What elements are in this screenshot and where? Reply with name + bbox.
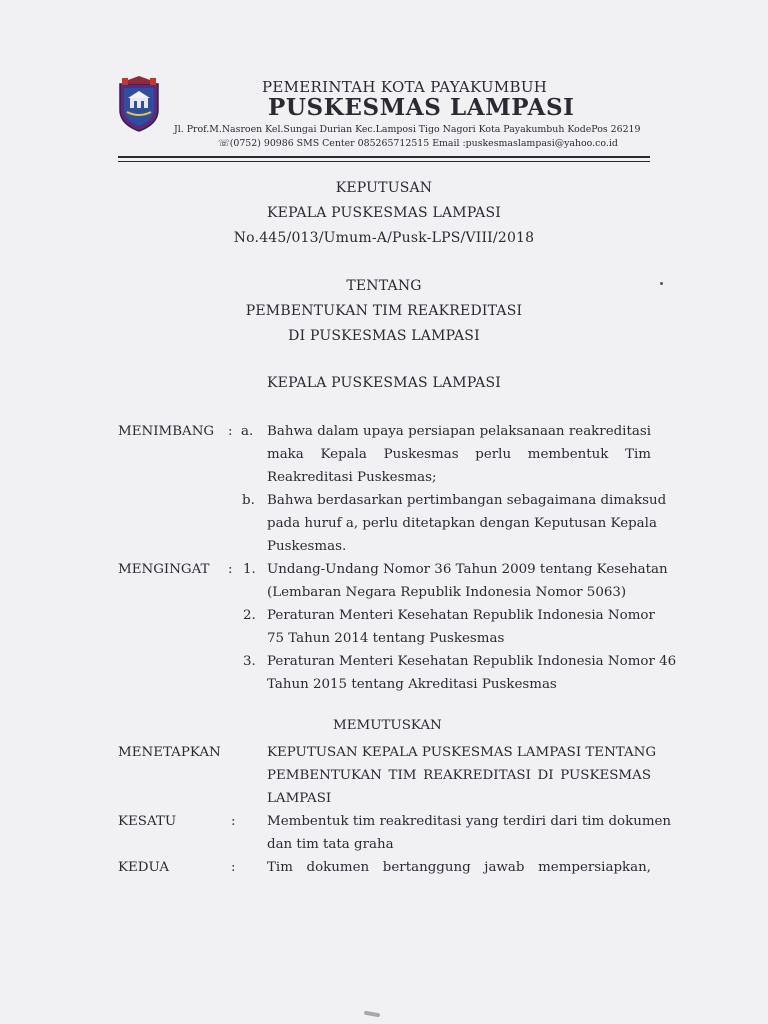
section-label-menimbang: MENIMBANG bbox=[118, 424, 215, 439]
item-marker: a. bbox=[241, 424, 254, 439]
item-text-line: Reakreditasi Puskesmas; bbox=[267, 470, 437, 485]
item-marker: 3. bbox=[243, 654, 256, 669]
item-text-line: Bahwa berdasarkan pertimbangan sebagaimana dimaksud bbox=[267, 493, 667, 508]
letterhead-divider bbox=[118, 156, 650, 158]
decree-subject: PEMBENTUKAN TIM REAKREDITASI bbox=[245, 303, 523, 319]
item-text-line: (Lembaran Negara Republik Indonesia Nomor 5063) bbox=[267, 585, 627, 600]
address-line: Jl. Prof.M.Nasroen Kel.Sungai Durian Kec.Lamposi Tigo Nagori Kota Payakumbuh KodePos 26219 bbox=[174, 124, 641, 135]
item-text-line: 75 Tahun 2014 tentang Puskesmas bbox=[267, 631, 505, 646]
item-text-line: pada huruf a, perlu ditetapkan dengan Keputusan Kepala bbox=[267, 516, 657, 531]
item-text-line: Bahwa dalam upaya persiapan pelaksanaan reakreditasi bbox=[267, 424, 651, 439]
government-name: PEMERINTAH KOTA PAYAKUMBUH bbox=[262, 78, 548, 96]
item-marker: 1. bbox=[243, 562, 256, 577]
section-colon: : bbox=[231, 860, 236, 875]
speck bbox=[660, 282, 663, 285]
item-text-line: Tahun 2015 tentang Akreditasi Puskesmas bbox=[267, 677, 557, 692]
section-label-mengingat: MENGINGAT bbox=[118, 562, 210, 577]
item-text-line: Puskesmas. bbox=[267, 539, 347, 554]
decree-number: No.445/013/Umum-A/Pusk-LPS/VIII/2018 bbox=[233, 230, 535, 246]
memutuskan-heading: MEMUTUSKAN bbox=[333, 718, 442, 733]
scan-mark bbox=[364, 1011, 380, 1018]
ruling-text-line: Membentuk tim reakreditasi yang terdiri dari tim dokumen bbox=[267, 814, 672, 829]
contact-line: ☏(0752) 90986 SMS Center 085265712515 Email :puskesmaslampasi@yahoo.co.id bbox=[218, 138, 618, 149]
item-marker: 2. bbox=[243, 608, 256, 623]
decree-heading: KEPUTUSAN bbox=[335, 180, 433, 196]
item-text-line: Peraturan Menteri Kesehatan Republik Indonesia Nomor bbox=[267, 608, 655, 623]
section-colon: : bbox=[228, 562, 233, 577]
city-emblem-logo bbox=[118, 76, 160, 132]
item-marker: b. bbox=[242, 493, 255, 508]
ruling-text-line: dan tim tata graha bbox=[267, 837, 394, 852]
signatory-heading: KEPALA PUSKESMAS LAMPASI bbox=[266, 375, 501, 391]
section-colon: : bbox=[231, 814, 236, 829]
ruling-text-line: Tim dokumen bertanggung jawab mempersiapkan, bbox=[267, 860, 651, 875]
item-text-line: maka Kepala Puskesmas perlu membentuk Tim bbox=[267, 447, 651, 462]
tentang-heading: TENTANG bbox=[346, 278, 422, 294]
ruling-text-line: LAMPASI bbox=[267, 791, 332, 806]
section-label-kesatu: KESATU bbox=[118, 814, 177, 829]
ruling-text-line: KEPUTUSAN KEPALA PUSKESMAS LAMPASI TENTANG bbox=[267, 745, 657, 760]
decree-issuer: KEPALA PUSKESMAS LAMPASI bbox=[266, 205, 501, 221]
section-label-menetapkan: MENETAPKAN bbox=[118, 745, 221, 760]
ruling-text-line: PEMBENTUKAN TIM REAKREDITASI DI PUSKESMAS bbox=[267, 768, 651, 783]
organization-name: PUSKESMAS LAMPASI bbox=[268, 94, 575, 121]
item-text-line: Undang-Undang Nomor 36 Tahun 2009 tentang Kesehatan bbox=[267, 562, 668, 577]
section-colon: : bbox=[228, 424, 233, 439]
decree-subject-location: DI PUSKESMAS LAMPASI bbox=[288, 328, 480, 344]
item-text-line: Peraturan Menteri Kesehatan Republik Indonesia Nomor 46 bbox=[267, 654, 677, 669]
letterhead-divider-thin bbox=[118, 161, 650, 162]
section-label-kedua: KEDUA bbox=[118, 860, 170, 875]
